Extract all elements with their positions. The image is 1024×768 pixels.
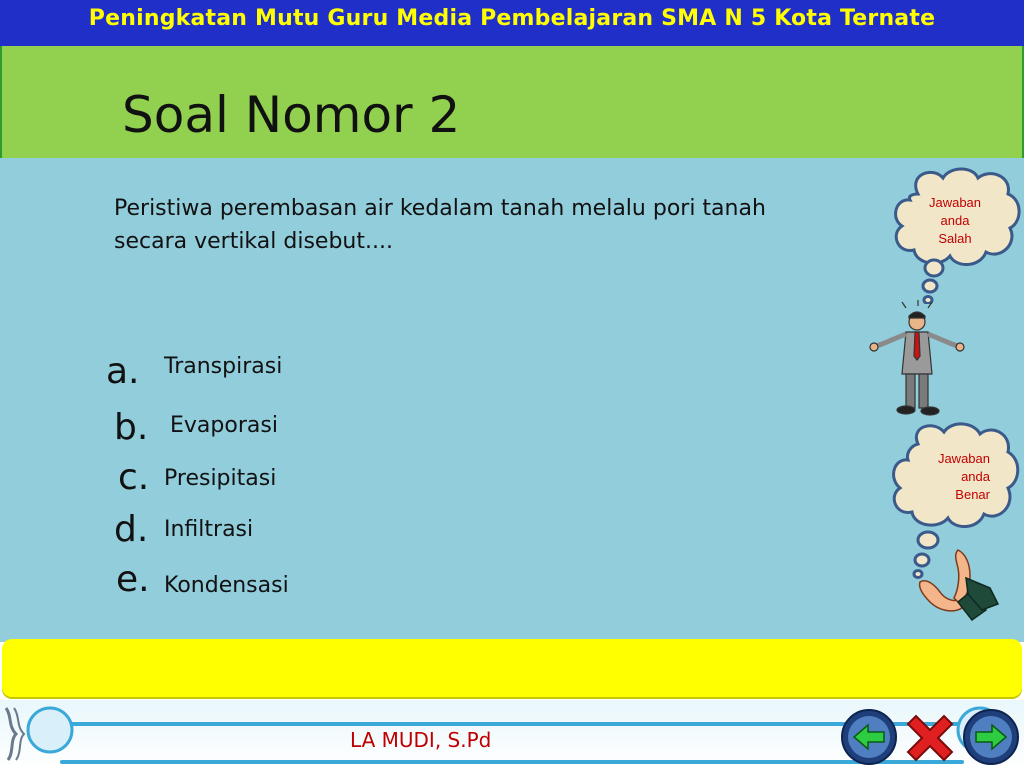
header-title: Peningkatan Mutu Guru Media Pembelajaran SMA N 5 Kota Ternate — [88, 6, 936, 31]
decorative-scroll-left-icon — [0, 700, 76, 764]
feedback-wrong-line1: Jawaban — [928, 195, 982, 210]
header-bar — [0, 0, 1024, 46]
feedback-wrong-line3: Salah — [938, 231, 972, 246]
slide-title: Soal Nomor 2 — [122, 86, 461, 144]
footer-divider-bottom — [60, 760, 964, 764]
option-letter-d: d. — [114, 509, 149, 550]
option-c[interactable]: Presipitasi — [164, 466, 277, 491]
feedback-wrong-line2: anda — [940, 213, 970, 228]
feedback-correct-line2: anda — [961, 469, 990, 484]
confused-man-icon — [866, 300, 970, 420]
option-a[interactable]: Transpirasi — [164, 354, 283, 379]
option-letter-a: a. — [106, 351, 140, 392]
option-letter-b: b. — [114, 407, 149, 448]
question-text: Peristiwa perembasan air kedalam tanah melalu pori tanah secara vertikal disebut.... — [114, 196, 766, 254]
feedback-correct-line3: Benar — [955, 487, 990, 502]
feedback-wrong-text — [914, 194, 996, 248]
footer-divider-top — [60, 722, 964, 726]
feedback-correct-text — [920, 450, 990, 504]
option-e[interactable]: Kondensasi — [164, 573, 289, 598]
close-icon[interactable] — [902, 710, 958, 766]
feedback-correct-line1: Jawaban — [937, 451, 990, 466]
option-letter-e: e. — [116, 559, 150, 600]
option-letter-c: c. — [118, 457, 150, 498]
forward-arrow-icon[interactable] — [962, 708, 1020, 766]
bottom-banner — [2, 639, 1022, 697]
footer-author: LA MUDI, S.Pd — [350, 728, 492, 752]
option-d[interactable]: Infiltrasi — [164, 517, 254, 542]
clapping-hands-icon — [912, 548, 1002, 628]
back-arrow-icon[interactable] — [840, 708, 898, 766]
option-b[interactable]: Evaporasi — [170, 413, 278, 438]
